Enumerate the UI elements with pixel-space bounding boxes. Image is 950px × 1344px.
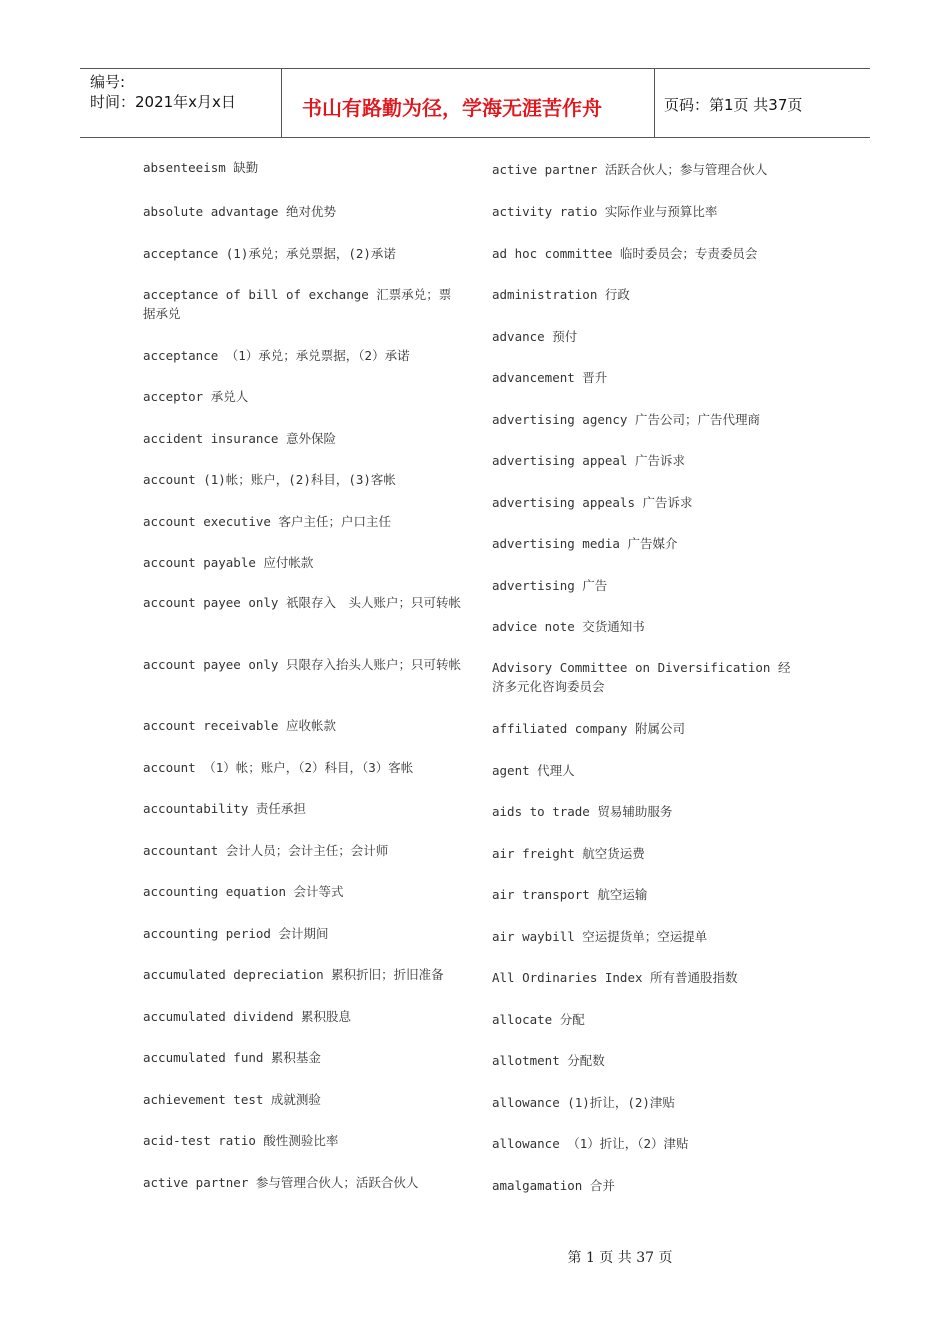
- glossary-entry: accounting equation 会计等式: [143, 884, 344, 899]
- glossary-entry: advertising appeals 广告诉求: [492, 495, 693, 510]
- glossary-entry: achievement test 成就测验: [143, 1092, 321, 1107]
- glossary-entry: account (1)帐；账户，(2)科目，(3)客帐: [143, 472, 396, 487]
- glossary-entry: advertising appeal 广告诉求: [492, 453, 685, 468]
- glossary-entry: accumulated dividend 累积股息: [143, 1009, 352, 1024]
- glossary-entry: accumulated fund 累积基金: [143, 1050, 321, 1065]
- glossary-entry: acceptance （1）承兑；承兑票据，（2）承诺: [143, 348, 410, 363]
- glossary-entry: advance 预付: [492, 329, 578, 344]
- glossary-entry: advertising 广告: [492, 578, 608, 593]
- header-page-cell: [655, 69, 870, 137]
- header-meta: [80, 69, 282, 137]
- glossary-entry: Advisory Committee on Diversification 经济多元化咨询委员会: [492, 660, 791, 694]
- glossary-entry: allotment 分配数: [492, 1053, 605, 1068]
- motto-text: 书山有路勤为径，学海无涯苦作舟: [302, 96, 602, 120]
- document-date: 时间：2021年x月x日: [90, 93, 236, 111]
- glossary-entry: All Ordinaries Index 所有普通股指数: [492, 970, 738, 985]
- glossary-entry: absenteeism 缺勤: [143, 160, 259, 175]
- glossary-entry: advice note 交货通知书: [492, 619, 645, 634]
- glossary-entry: accounting period 会计期间: [143, 926, 329, 941]
- glossary-entry: allowance (1)折让，(2)津贴: [492, 1095, 675, 1110]
- glossary-entry: aids to trade 贸易辅助服务: [492, 804, 673, 819]
- glossary-entry: account executive 客户主任；户口主任: [143, 514, 391, 529]
- glossary-entry: allowance （1）折让，（2）津贴: [492, 1136, 689, 1151]
- glossary-entry: accident insurance 意外保险: [143, 431, 336, 446]
- glossary-entry: account （1）帐；账户，（2）科目，（3）客帐: [143, 760, 414, 775]
- glossary-entry: air freight 航空货运费: [492, 846, 645, 861]
- glossary-entry: air waybill 空运提货单；空运提单: [492, 929, 708, 944]
- glossary-entry: ad hoc committee 临时委员会；专责委员会: [492, 246, 758, 261]
- glossary-entry: advancement 晋升: [492, 370, 608, 385]
- header-motto-cell: [282, 69, 655, 137]
- glossary-entry: account receivable 应收帐款: [143, 718, 336, 733]
- glossary-entry: acceptor 承兑人: [143, 389, 249, 404]
- glossary-entry: accumulated depreciation 累积折旧；折旧准备: [143, 967, 444, 982]
- glossary-entry: account payable 应付帐款: [143, 555, 314, 570]
- glossary-entry: allocate 分配: [492, 1012, 585, 1027]
- glossary-entry: acid-test ratio 酸性测验比率: [143, 1133, 339, 1148]
- glossary-entry: advertising agency 广告公司；广告代理商: [492, 412, 760, 427]
- glossary-entry: advertising media 广告媒介: [492, 536, 678, 551]
- glossary-entry: account payee only 祇限存入 头人账户；只可转帐: [143, 595, 461, 610]
- glossary-entry: active partner 活跃合伙人；参与管理合伙人: [492, 162, 768, 177]
- page-header: [80, 68, 870, 138]
- glossary-entry: accountability 责任承担: [143, 801, 306, 816]
- glossary-entry: activity ratio 实际作业与预算比率: [492, 204, 718, 219]
- glossary-entry: administration 行政: [492, 287, 630, 302]
- glossary-entry: absolute advantage 绝对优势: [143, 204, 336, 219]
- glossary-entry: amalgamation 合并: [492, 1178, 615, 1193]
- glossary-entry: acceptance of bill of exchange 汇票承兑；票据承兑: [143, 287, 452, 321]
- glossary-entry: affiliated company 附属公司: [492, 721, 685, 736]
- glossary-entry: accountant 会计人员；会计主任；会计师: [143, 843, 389, 858]
- glossary-entry: acceptance (1)承兑；承兑票据，(2)承诺: [143, 246, 396, 261]
- glossary-entry: account payee only 只限存入抬头人账户；只可转帐: [143, 657, 461, 672]
- header-page-info: 页码：第1页 共37页: [664, 96, 803, 114]
- page-footer: [0, 1247, 950, 1267]
- glossary-entry: air transport 航空运输: [492, 887, 648, 902]
- footer-page-number: 第 1 页 共 37 页: [567, 1250, 673, 1266]
- document-number-label: 编号:: [90, 73, 126, 91]
- glossary-entry: agent 代理人: [492, 763, 575, 778]
- glossary-entry: active partner 参与管理合伙人；活跃合伙人: [143, 1175, 419, 1190]
